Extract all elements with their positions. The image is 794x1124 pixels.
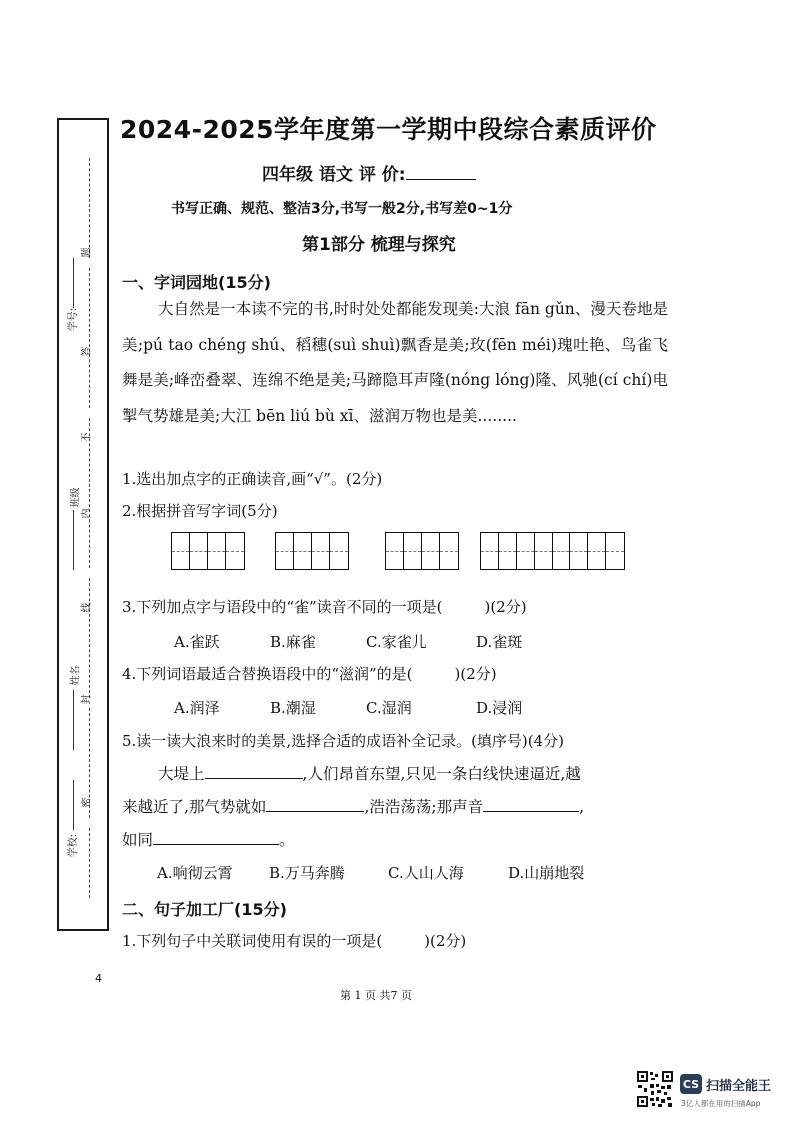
fill-blank-4[interactable]: [153, 830, 279, 845]
option-d[interactable]: D.浸润: [476, 699, 523, 717]
writing-grid-3[interactable]: [385, 532, 459, 570]
scanner-logo-icon: CS: [680, 1074, 702, 1094]
question-3-options: [174, 631, 522, 652]
seal-dashed-line: [82, 118, 94, 931]
question-2: 2.根据拼音写字词(5分): [122, 502, 278, 520]
page-number: 第 1 页 共7 页: [340, 989, 412, 1002]
grade-subject-label: 四年级 语文 评 价:: [262, 165, 406, 185]
fill-text: 如同: [122, 831, 154, 849]
fill-text: 。: [279, 831, 295, 849]
option-c[interactable]: C.家雀儿: [366, 633, 427, 651]
question-3: [122, 596, 527, 617]
fill-text: ,人们昂首东望,只见一条白线快速逼近,越: [302, 765, 581, 783]
question-3-score: )(2分): [484, 598, 527, 616]
writing-grid-4[interactable]: [480, 532, 625, 570]
scanner-app-name: 扫描全能王: [706, 1079, 772, 1094]
question-1: 1.选出加点字的正确读音,画“√”。(2分): [122, 470, 383, 488]
name-label: 姓名: [70, 665, 82, 686]
school-label: 学校:: [68, 833, 80, 858]
name-line: [73, 690, 74, 750]
question-score: )(2分): [424, 932, 467, 950]
question-4: [122, 663, 497, 684]
student-id-line: [73, 258, 74, 308]
section2-question-1: [122, 930, 466, 951]
question-text: 1.下列句子中关联词使用有误的一项是(: [122, 932, 383, 950]
seal-char: 内: [81, 508, 93, 519]
passage-text: 大自然是一本读不完的书,时时处处都能发现美:大浪 fān gǔn、漫天卷地是美;pú tao chéng shú、稻穗(suì shuì)飘香是美;玫(fēn méi)瑰吐艳、鸟雀飞舞是美;峰峦叠翠、连绵不绝是美;马蹄隐耳声隆(nóng lóng)隆、风驰(cí chí)电掣气势雄是美;大江 bēn liú bù xī、滋润万物也是美........: [122, 300, 668, 425]
handwriting-note: 书写正确、规范、整洁3分,书写一般2分,书写差0~1分: [171, 201, 513, 217]
writing-grid-2[interactable]: [275, 532, 349, 570]
option-d[interactable]: D.雀斑: [476, 633, 523, 651]
option-b[interactable]: B.潮湿: [270, 699, 316, 717]
qr-code-icon: [636, 1070, 674, 1108]
option-c[interactable]: C.湿润: [366, 699, 412, 717]
fill-text: 大堤上: [158, 765, 205, 783]
seal-char: 线: [81, 602, 93, 613]
evaluation-blank[interactable]: [406, 165, 476, 180]
fill-blank-3[interactable]: [483, 797, 579, 812]
option-b[interactable]: B.万马奔腾: [269, 864, 345, 882]
student-id-label: 学号:: [68, 307, 80, 332]
option-a[interactable]: A.润泽: [174, 699, 220, 717]
fill-text: ,浩浩荡荡;那声音: [364, 798, 484, 816]
question-5-fill-text: [122, 758, 668, 857]
fill-text: 来越近了,那气势就如: [122, 798, 267, 816]
question-4-text: 4.下列词语最适合替换语段中的“滋润”的是(: [122, 665, 413, 683]
option-c[interactable]: C.人山人海: [388, 864, 464, 882]
option-a[interactable]: A.响彻云霄: [157, 864, 233, 882]
option-d[interactable]: D.山崩地裂: [508, 864, 585, 882]
school-line: [73, 780, 74, 830]
question-3-text: 3.下列加点字与语段中的“雀”读音不同的一项是(: [122, 598, 443, 616]
class-label: 班级: [70, 487, 82, 508]
seal-char: 密: [81, 797, 93, 808]
section-heading: 二、句子加工厂(15分): [122, 900, 287, 919]
exam-subtitle: [262, 160, 476, 185]
section-heading: 一、字词园地(15分): [122, 273, 271, 292]
fill-text: ,: [579, 798, 585, 816]
question-4-score: )(2分): [454, 665, 497, 683]
class-line: [73, 510, 74, 570]
fill-blank-2[interactable]: [266, 797, 364, 812]
fill-blank-1[interactable]: [205, 764, 303, 779]
option-a[interactable]: A.雀跃: [174, 633, 220, 651]
question-5: 5.读一读大浪来时的美景,选择合适的成语补全记录。(填序号)(4分): [122, 732, 565, 750]
corner-number: 4: [95, 972, 102, 985]
writing-grid-1[interactable]: [171, 532, 245, 570]
seal-char: 封: [81, 694, 93, 705]
option-b[interactable]: B.麻雀: [270, 633, 316, 651]
seal-char: 题: [81, 247, 93, 258]
question-4-options: [174, 697, 522, 718]
seal-char: 答: [81, 346, 93, 357]
reading-passage: [122, 292, 668, 434]
question-5-options: [157, 862, 584, 883]
scanner-tagline: 3亿人都在用的扫描App: [681, 1099, 761, 1108]
exam-title: 2024-2025学年度第一学期中段综合素质评价: [120, 115, 657, 144]
seal-char: 不: [81, 432, 93, 443]
part-heading: 第1部分 梳理与探究: [302, 235, 456, 255]
